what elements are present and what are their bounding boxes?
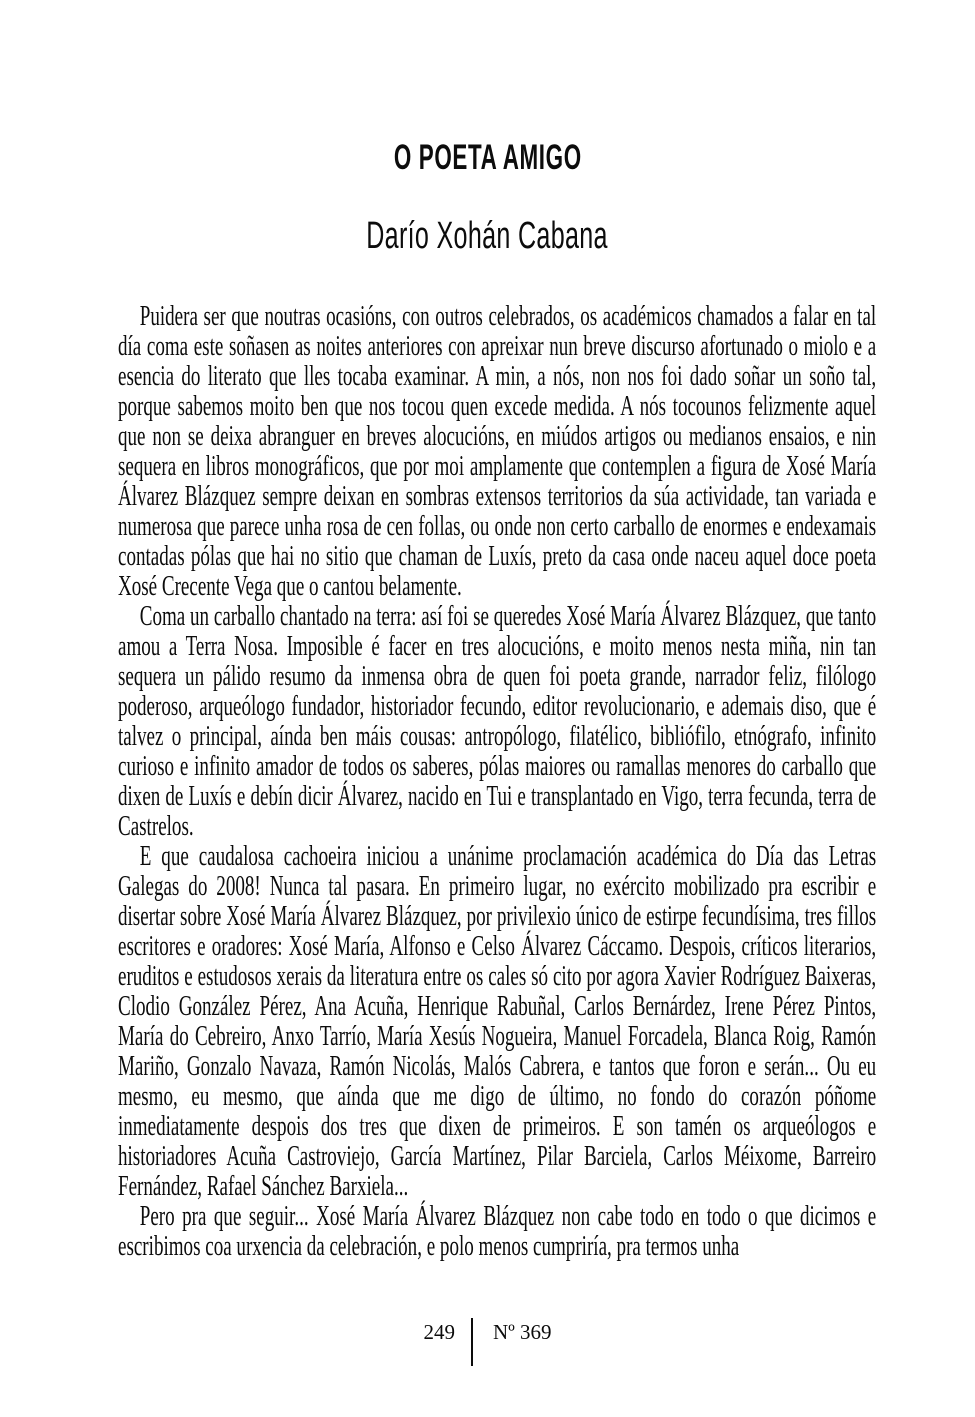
article-title: O POETA AMIGO (393, 138, 582, 177)
footer-divider-rule (471, 1318, 473, 1366)
page-footer (0, 1318, 975, 1366)
paragraph-1: Puidera ser que noutras ocasións, con outros celebrados, os académicos chamados a falar en tal día coma este soñasen as noites anteriores con apreixar nun breve discurso afortunado o miolo e a esencia do literato que lles tocaba examinar. A min, a nós, non nos foi dado soñar un soño tal, porque sabemos moito ben que nos tocou quen excede medida. A nós tocounos felizmente aquel que non se deixa abranguer en breves alocucións, en miúdos artigos ou medianos ensaios, e nin sequera en libros monográficos, que por moi amplamente que contemplen a figura de Xosé María Álvarez Blázquez sempre deixan en sombras extensos territorios da súa actividade, tan variada e numerosa que parece unha rosa de cen follas, ou onde non certo carballo de enormes e endexamais contadas pólas que hai no sitio que chaman de Luxís, preto da casa onde naceu aquel doce poeta Xosé Crecente Vega que o cantou belamente. (118, 301, 877, 602)
paragraph-4: Pero pra que seguir... Xosé María Álvarez Blázquez non cabe todo en todo o que dicimos e escribimos coa urxencia da celebración, e polo menos cumpriría, pra termos unha (118, 1201, 877, 1262)
article-byline (0, 217, 975, 255)
issue-number: Nº 369 (493, 1320, 552, 1344)
article-author: Darío Xohán Cabana (366, 215, 609, 257)
article-header (0, 140, 975, 175)
paragraph-3: E que caudalosa cachoeira iniciou a unánime proclamación académica do Día das Letras Galegas do 2008! Nunca tal pasara. En primeiro lugar, no exército mobilizado pra escribir e disertar sobre Xosé María Álvarez Blázquez, por privilexio único de estirpe fecundísima, tres fillos escritores e oradores: Xosé María, Alfonso e Celso Álvarez Cáccamo. Despois, críticos literarios, eruditos e estudosos xerais da literatura entre os cales só cito por agora Xavier Rodríguez Baixeras, Clodio González Pérez, Ana Acuña, Henrique Rabuñal, Carlos Bernárdez, Irene Pérez Pintos, María do Cebreiro, Anxo Tarrío, María Xesús Nogueira, Manuel Forcadela, Blanca Roig, Ramón Mariño, Gonzalo Navaza, Ramón Nicolás, Malós Cabrera, e tantos que foron e serán... Ou eu mesmo, eu mesmo, que aínda que me digo de último, no fondo do corazón póñome inmediatamente despois dos tres que dixen de primeiros. E son tamén os arqueólogos e historiadores Acuña Castroviejo, García Martínez, Pilar Barciela, Carlos Méixome, Barreiro Fernández, Rafael Sánchez Barxiela... (118, 841, 877, 1202)
article-body (118, 302, 876, 1262)
page-number: 249 (423, 1320, 456, 1344)
paragraph-2: Coma un carballo chantado na terra: así foi se queredes Xosé María Álvarez Blázquez, que tanto amou a Terra Nosa. Imposible é facer en tres alocucións, e moito menos nesta miña, nin tan sequera un pálido resumo da inmensa obra de quen foi poeta grande, narrador feliz, filólogo poderoso, arqueólogo fundador, historiador fecundo, editor revolucionario, e ademais diso, que é talvez o principal, aínda ben máis cousas: antropólogo, filatélico, bibliófilo, etnógrafo, infinito curioso e infinito amador de todos os saberes, pólas maiores ou ramallas menores do carballo que dixen de Luxís e debín dicir Álvarez, nacido en Tui e transplantado en Vigo, terra fecunda, terra de Castrelos. (118, 601, 877, 842)
